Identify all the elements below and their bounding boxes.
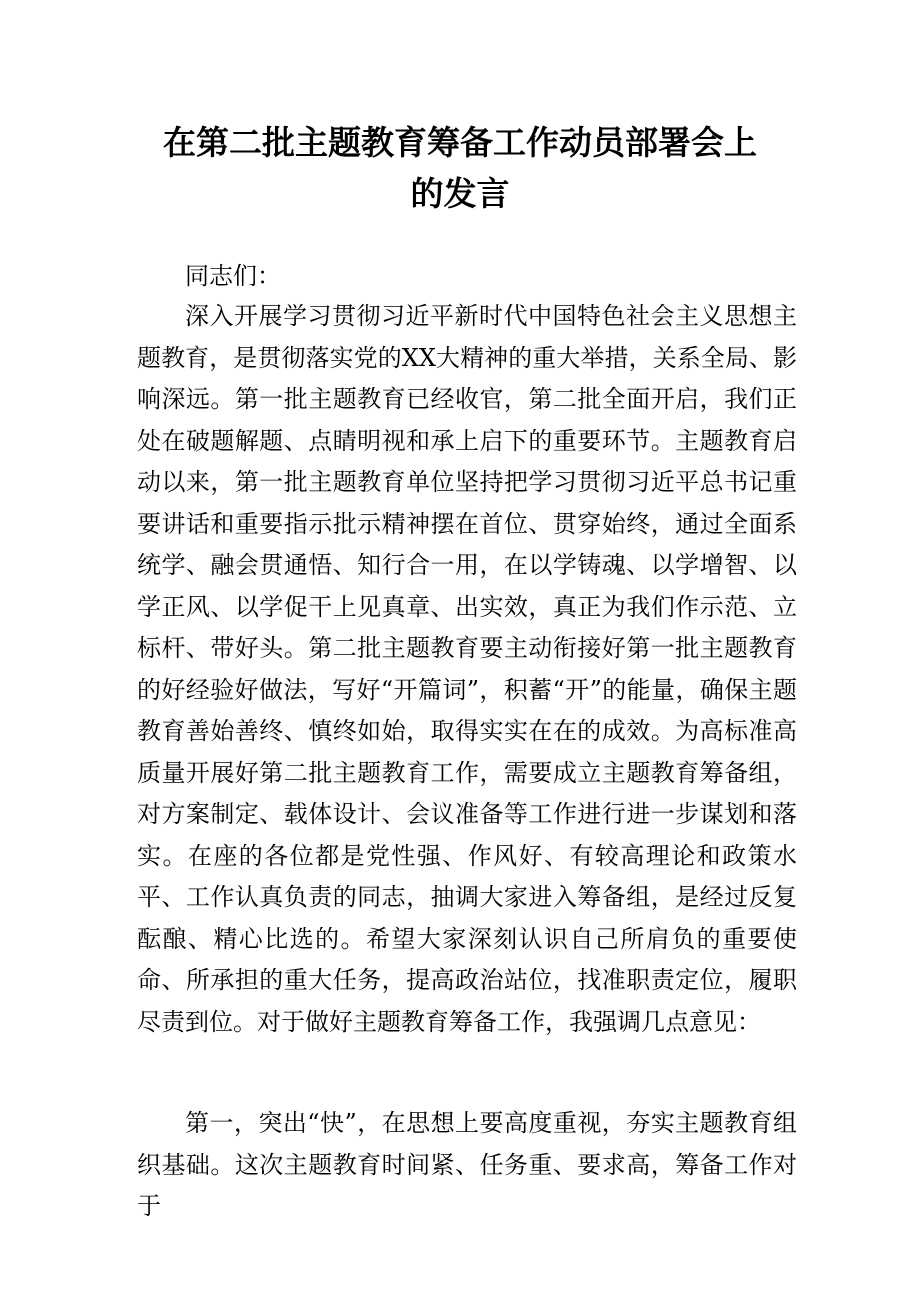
paragraph-2: 第一，突出“快”，在思想上要高度重视，夯实主题教育组织基础。这次主题教育时间紧、任务重、要求高，筹备工作对于 [137,1109,797,1220]
document-title-line-2: 的发言 [410,174,510,213]
document-title-line-1: 在第二批主题教育筹备工作动员部署会上 [163,123,757,162]
paragraph-1: 深入开展学习贯彻习近平新时代中国特色社会主义思想主题教育，是贯彻落实党的XX大精神的重大举措，关系全局、影响深远。第一批主题教育已经收官，第二批全面开启，我们正处在破题解题、点睛明视和承上启下的重要环节。主题教育启动以来，第一批主题教育单位坚持把学习贯彻习近平总书记重要讲话和重要指示批示精神摆在首位、贯穿始终，通过全面系统学、融会贯通悟、知行合一用，在以学铸魂、以学增智、以学正风、以学促干上见真章、出实效，真正为我们作示范、立标杆、带好头。第二批主题教育要主动衔接好第一批主题教育的好经验好做法，写好“开篇词”，积蓄“开”的能量，确保主题教育善始善终、慎终如始，取得实实在在的成效。为高标准高质量开展好第二批主题教育工作，需要成立主题教育筹备组，对方案制定、载体设计、会议准备等工作进行进一步谋划和落实。在座的各位都是党性强、作风好、有较高理论和政策水平、工作认真负责的同志，抽调大家进入筹备组，是经过反复酝酿、精心比选的。希望大家深刻认识自己所肩负的重要使命、所承担的重大任务，提高政治站位，找准职责定位，履职尽责到位。对于做好主题教育筹备工作，我强调几点意见： [137,302,797,1036]
salutation: 同志们： [185,262,281,290]
